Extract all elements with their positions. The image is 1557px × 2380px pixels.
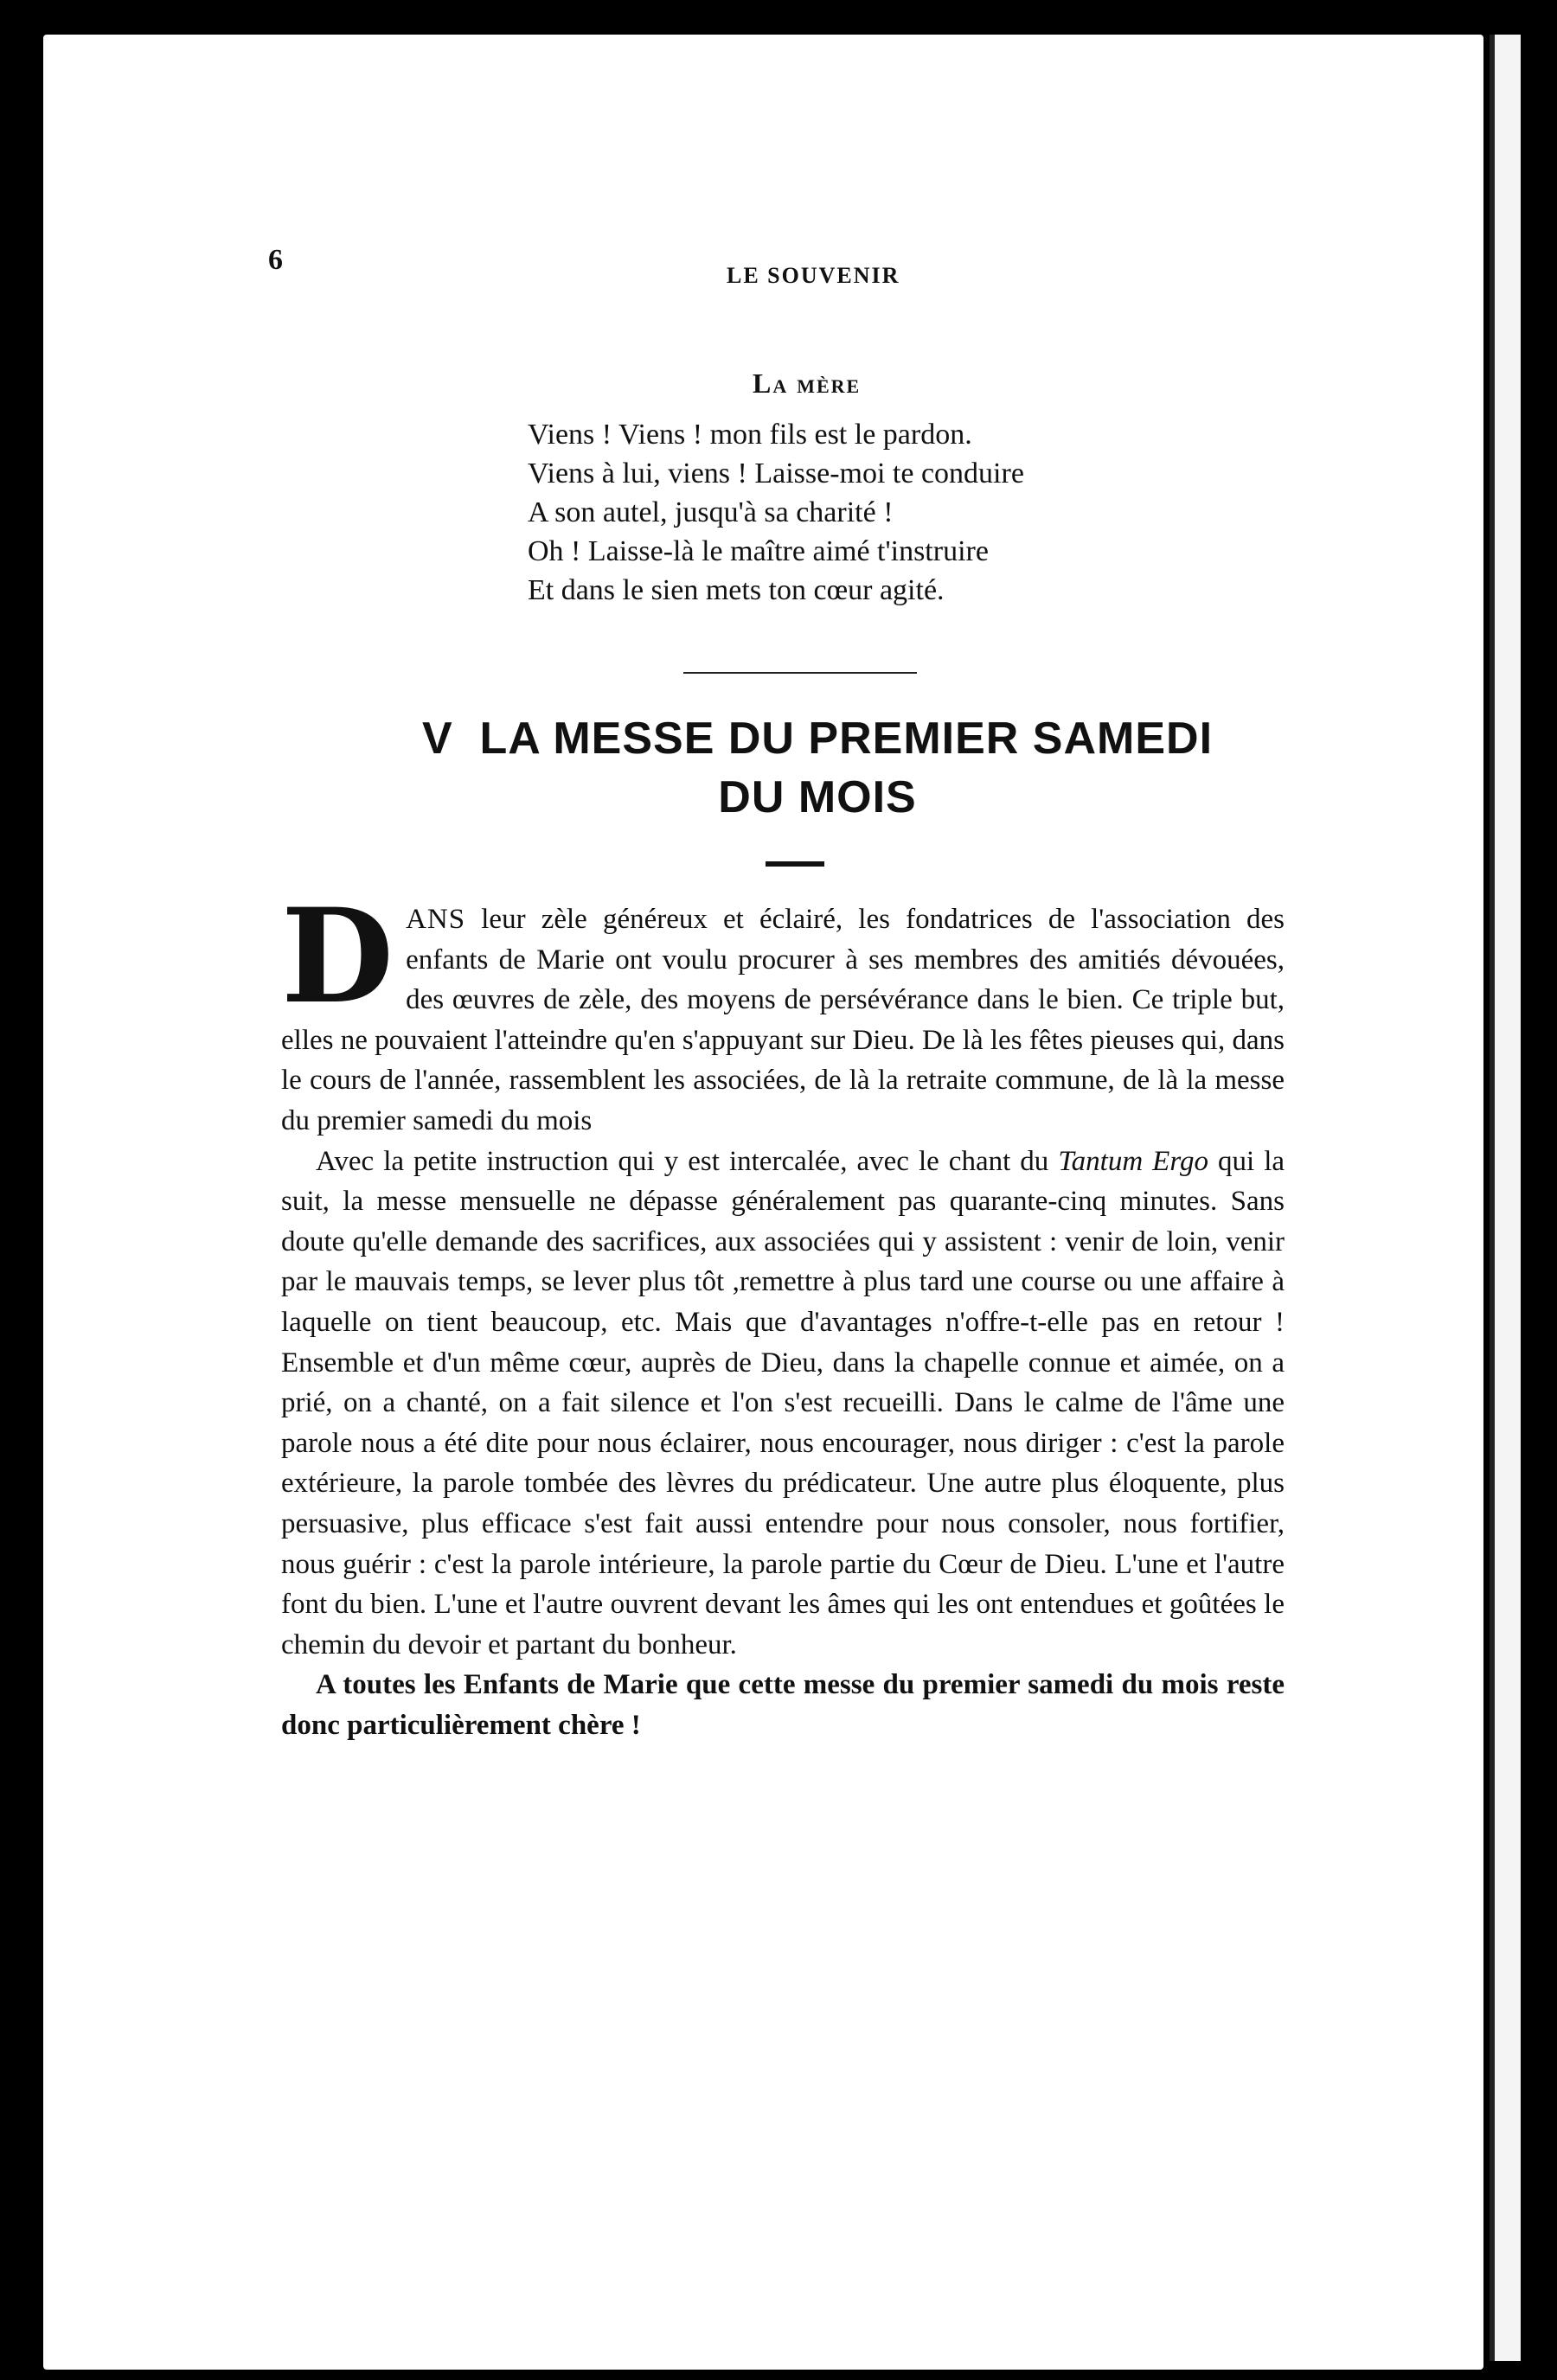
poem-line: A son autel, jusqu'à sa charité ! — [528, 496, 894, 528]
paragraph-lead: ANS — [406, 904, 466, 935]
paragraph-text: qui la suit, la messe mensuelle ne dépasse généralement pas quarante-cinq minutes. Sans doute qu'elle demande des sacrifices, aux associées qui y assistent : venir de loin, venir par le mauvais temps, se lever plus tôt ,remettre à plus tard une course ou une affaire à laquelle on tient beaucoup, etc. Mais que d'avantages n'offre-t-elle pas en retour ! Ensemble et d'un même cœur, auprès de Dieu, dans la chapelle connue et aimée, on a prié, on a chanté, on a fait silence et l'on s'est recueilli. Dans le calme de l'âme une parole nous a été dite pour nous éclairer, nous encourager, nous diriger : c'est la parole extérieure, la parole tombée des lèvres du prédicateur. Une autre plus éloquente, plus persuasive, plus efficace s'est fait aussi entendre pour nous consoler, nous fortifier, nous guérir : c'est la parole intérieure, la parole partie du Cœur de Dieu. L'une et l'autre font du bien. L'une et l'autre ouvrent devant les âmes qui les ont entendues et goûtées le chemin du devoir et partant du bonheur. — [281, 1145, 1285, 1660]
running-head: LE SOUVENIR — [727, 263, 900, 288]
section-title — [368, 709, 1267, 827]
paragraph-3 — [281, 1665, 1285, 1745]
drop-cap: D — [281, 880, 394, 1033]
latin-title: Tantum Ergo — [1058, 1145, 1208, 1177]
article-body — [281, 880, 1285, 1745]
paragraph-text: leur zèle généreux et éclairé, les fondatrices de l'association des enfants de Marie ont voulu procurer à ses membres des amitiés dévouées, des œuvres de zèle, des moyens de persévérance dans le bien. Ce triple but, elles ne pouvaient l'atteindre qu'en s'appuyant sur Dieu. De là les fêtes pieuses qui, dans le cours de l'année, rassemblent les associées, de là la retraite commune, de là la messe du premier samedi du mois — [281, 904, 1285, 1136]
poem-line: Viens ! Viens ! mon fils est le pardon. — [528, 419, 972, 451]
paragraph-2 — [281, 1142, 1285, 1666]
poem-line: Et dans le sien mets ton cœur agité. — [528, 574, 945, 606]
page-number: 6 — [268, 244, 283, 276]
poem-stanza — [528, 415, 1220, 610]
paragraph-text: A toutes les Enfants de Marie que cette messe du premier samedi du mois reste donc particulièrement chère ! — [281, 1669, 1285, 1741]
poem-speaker: La mère — [753, 368, 862, 399]
short-rule — [766, 861, 824, 867]
section-title-line1: V LA MESSE DU PREMIER SAMEDI — [421, 713, 1214, 764]
adjacent-page-edge — [1490, 35, 1521, 2361]
paragraph-1 — [281, 880, 1285, 1142]
poem-line: Viens à lui, viens ! Laisse-moi te conduire — [528, 457, 1024, 489]
paragraph-text: Avec la petite instruction qui y est intercalée, avec le chant du — [316, 1145, 1059, 1177]
section-title-line2: DU MOIS — [718, 772, 917, 822]
poem-line: Oh ! Laisse-là le maître aimé t'instruire — [528, 535, 989, 567]
divider-rule — [683, 672, 917, 674]
